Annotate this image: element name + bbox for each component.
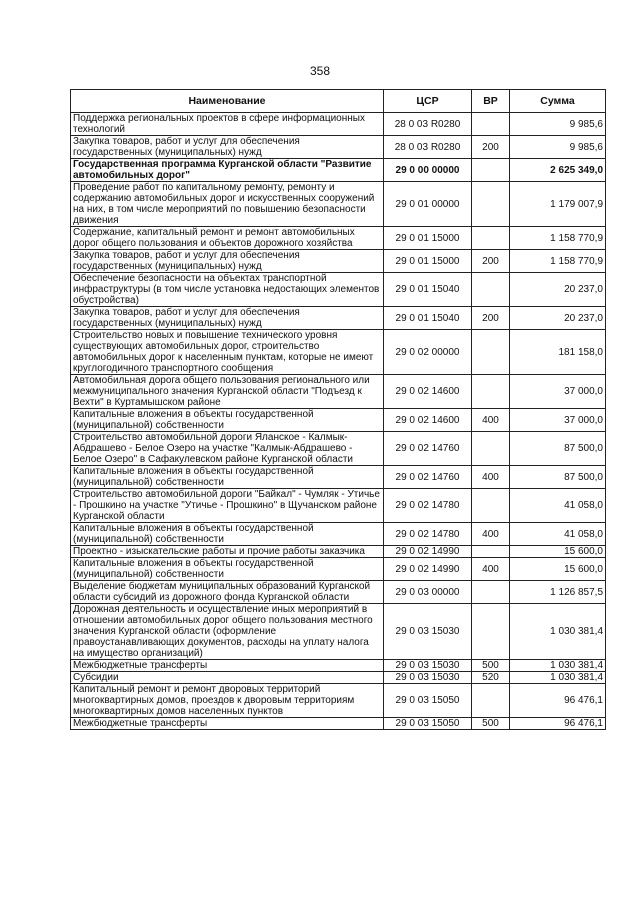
table-row	[71, 432, 606, 466]
row-csr-cell: 29 0 03 15050	[384, 684, 472, 718]
row-name-cell: Проведение работ по капитальному ремонту, ремонту и содержанию автомобильных дорог и искусственных сооружений на них, в том числе мероприятий по повышению безопасности движения	[71, 182, 384, 227]
row-csr-cell: 29 0 01 15040	[384, 307, 472, 330]
row-csr-cell: 29 0 02 14760	[384, 466, 472, 489]
row-sum-cell: 9 985,6	[510, 136, 606, 159]
table-row	[71, 466, 606, 489]
table-row	[71, 604, 606, 660]
row-sum-cell: 181 158,0	[510, 330, 606, 375]
row-sum-cell: 37 000,0	[510, 409, 606, 432]
row-name-cell: Строительство автомобильной дороги "Байкал" - Чумляк - Утичье - Прошкино на участке "Утичье - Прошкино" в Щучанском районе Курганской области	[71, 489, 384, 523]
row-vr-cell	[472, 375, 510, 409]
row-name-cell: Государственная программа Курганской области "Развитие автомобильных дорог"	[71, 159, 384, 182]
row-vr-cell	[472, 432, 510, 466]
row-sum-cell: 37 000,0	[510, 375, 606, 409]
row-sum-cell: 87 500,0	[510, 466, 606, 489]
table-row	[71, 672, 606, 684]
row-name-cell: Капитальные вложения в объекты государственной (муниципальной) собственности	[71, 466, 384, 489]
budget-table	[70, 89, 606, 730]
row-vr-cell: 520	[472, 672, 510, 684]
row-csr-cell: 29 0 03 15030	[384, 660, 472, 672]
row-name-cell: Дорожная деятельность и осуществление иных мероприятий в отношении автомобильных дорог общего пользования местного значения Курганской области (оформление правоустанавливающих документов, расходы на уплату налога на имущество организаций)	[71, 604, 384, 660]
row-vr-cell: 500	[472, 660, 510, 672]
row-csr-cell: 29 0 03 15030	[384, 604, 472, 660]
row-name-cell: Строительство новых и повышение технического уровня существующих автомобильных дорог, строительство автомобильных дорог к населенным пунктам, которые не имеют круглогодичного транспортного сообщения	[71, 330, 384, 375]
row-csr-cell: 29 0 03 15050	[384, 718, 472, 730]
row-vr-cell: 200	[472, 307, 510, 330]
row-name-cell: Капитальные вложения в объекты государственной (муниципальной) собственности	[71, 523, 384, 546]
row-csr-cell: 29 0 02 14600	[384, 409, 472, 432]
row-name-cell: Закупка товаров, работ и услуг для обеспечения государственных (муниципальных) нужд	[71, 307, 384, 330]
row-csr-cell: 29 0 03 00000	[384, 581, 472, 604]
row-csr-cell: 29 0 01 15000	[384, 227, 472, 250]
row-vr-cell: 500	[472, 718, 510, 730]
row-csr-cell: 29 0 01 00000	[384, 182, 472, 227]
table-row	[71, 330, 606, 375]
row-name-cell: Межбюджетные трансферты	[71, 718, 384, 730]
row-vr-cell	[472, 581, 510, 604]
row-vr-cell: 400	[472, 558, 510, 581]
row-name-cell: Капитальные вложения в объекты государственной (муниципальной) собственности	[71, 558, 384, 581]
table-row	[71, 546, 606, 558]
row-name-cell: Выделение бюджетам муниципальных образований Курганской области субсидий из дорожного фонда Курганской области	[71, 581, 384, 604]
row-sum-cell: 1 158 770,9	[510, 227, 606, 250]
row-csr-cell: 29 0 02 14780	[384, 523, 472, 546]
table-row	[71, 227, 606, 250]
table-row	[71, 250, 606, 273]
row-name-cell: Автомобильная дорога общего пользования регионального или межмуниципального значения Курганской области "Подъезд к Вехти" в Куртамышском районе	[71, 375, 384, 409]
row-sum-cell: 96 476,1	[510, 718, 606, 730]
row-vr-cell: 200	[472, 250, 510, 273]
row-sum-cell: 87 500,0	[510, 432, 606, 466]
row-vr-cell	[472, 489, 510, 523]
row-vr-cell: 400	[472, 409, 510, 432]
row-name-cell: Капитальные вложения в объекты государственной (муниципальной) собственности	[71, 409, 384, 432]
row-sum-cell: 2 625 349,0	[510, 159, 606, 182]
row-name-cell: Капитальный ремонт и ремонт дворовых территорий многоквартирных домов, проездов к дворовым территориям многоквартирных домов населенных пунктов	[71, 684, 384, 718]
row-vr-cell: 200	[472, 136, 510, 159]
header-csr: ЦСР	[384, 90, 472, 113]
row-csr-cell: 29 0 01 15000	[384, 250, 472, 273]
table-row	[71, 409, 606, 432]
row-vr-cell: 400	[472, 523, 510, 546]
table-row	[71, 375, 606, 409]
row-vr-cell: 400	[472, 466, 510, 489]
table-row	[71, 159, 606, 182]
table-row	[71, 136, 606, 159]
table-row	[71, 660, 606, 672]
row-csr-cell: 29 0 02 14760	[384, 432, 472, 466]
row-sum-cell: 15 600,0	[510, 558, 606, 581]
table-row	[71, 489, 606, 523]
page-number: 358	[309, 64, 331, 78]
row-sum-cell: 9 985,6	[510, 113, 606, 136]
row-vr-cell	[472, 113, 510, 136]
row-sum-cell: 41 058,0	[510, 489, 606, 523]
row-csr-cell: 29 0 02 14600	[384, 375, 472, 409]
row-vr-cell	[472, 546, 510, 558]
row-csr-cell: 28 0 03 R0280	[384, 113, 472, 136]
row-sum-cell: 96 476,1	[510, 684, 606, 718]
row-name-cell: Строительство автомобильной дороги Яланское - Калмык-Абдрашево - Белое Озеро на участке "Калмык-Абдрашево - Белое Озеро" в Сафакулевском районе Курганской области	[71, 432, 384, 466]
row-csr-cell: 28 0 03 R0280	[384, 136, 472, 159]
row-sum-cell: 1 030 381,4	[510, 604, 606, 660]
header-sum: Сумма	[510, 90, 606, 113]
row-name-cell: Субсидии	[71, 672, 384, 684]
row-csr-cell: 29 0 01 15040	[384, 273, 472, 307]
table-row	[71, 718, 606, 730]
row-vr-cell	[472, 604, 510, 660]
table-row	[71, 307, 606, 330]
row-name-cell: Поддержка региональных проектов в сфере информационных технологий	[71, 113, 384, 136]
row-name-cell: Закупка товаров, работ и услуг для обеспечения государственных (муниципальных) нужд	[71, 250, 384, 273]
row-sum-cell: 20 237,0	[510, 307, 606, 330]
row-vr-cell	[472, 227, 510, 250]
table-row	[71, 523, 606, 546]
row-vr-cell	[472, 273, 510, 307]
table-row	[71, 684, 606, 718]
row-name-cell: Содержание, капитальный ремонт и ремонт автомобильных дорог общего пользования и объектов дорожного хозяйства	[71, 227, 384, 250]
row-csr-cell: 29 0 02 14990	[384, 546, 472, 558]
header-row	[71, 90, 606, 113]
row-sum-cell: 20 237,0	[510, 273, 606, 307]
row-sum-cell: 15 600,0	[510, 546, 606, 558]
table-row	[71, 581, 606, 604]
table-row	[71, 558, 606, 581]
row-csr-cell: 29 0 00 00000	[384, 159, 472, 182]
row-name-cell: Обеспечение безопасности на объектах транспортной инфраструктуры (в том числе установка недостающих элементов обустройства)	[71, 273, 384, 307]
table-row	[71, 182, 606, 227]
row-csr-cell: 29 0 02 14990	[384, 558, 472, 581]
row-name-cell: Закупка товаров, работ и услуг для обеспечения государственных (муниципальных) нужд	[71, 136, 384, 159]
table-row	[71, 113, 606, 136]
row-name-cell: Межбюджетные трансферты	[71, 660, 384, 672]
table-row	[71, 273, 606, 307]
header-name: Наименование	[71, 90, 384, 113]
row-sum-cell: 1 126 857,5	[510, 581, 606, 604]
row-sum-cell: 1 030 381,4	[510, 660, 606, 672]
row-sum-cell: 1 179 007,9	[510, 182, 606, 227]
row-name-cell: Проектно - изыскательские работы и прочие работы заказчика	[71, 546, 384, 558]
row-vr-cell	[472, 182, 510, 227]
row-vr-cell	[472, 330, 510, 375]
row-vr-cell	[472, 684, 510, 718]
row-sum-cell: 41 058,0	[510, 523, 606, 546]
row-csr-cell: 29 0 03 15030	[384, 672, 472, 684]
table-body	[71, 113, 606, 730]
header-vr: ВР	[472, 90, 510, 113]
row-vr-cell	[472, 159, 510, 182]
row-csr-cell: 29 0 02 14780	[384, 489, 472, 523]
row-sum-cell: 1 158 770,9	[510, 250, 606, 273]
row-sum-cell: 1 030 381,4	[510, 672, 606, 684]
row-csr-cell: 29 0 02 00000	[384, 330, 472, 375]
